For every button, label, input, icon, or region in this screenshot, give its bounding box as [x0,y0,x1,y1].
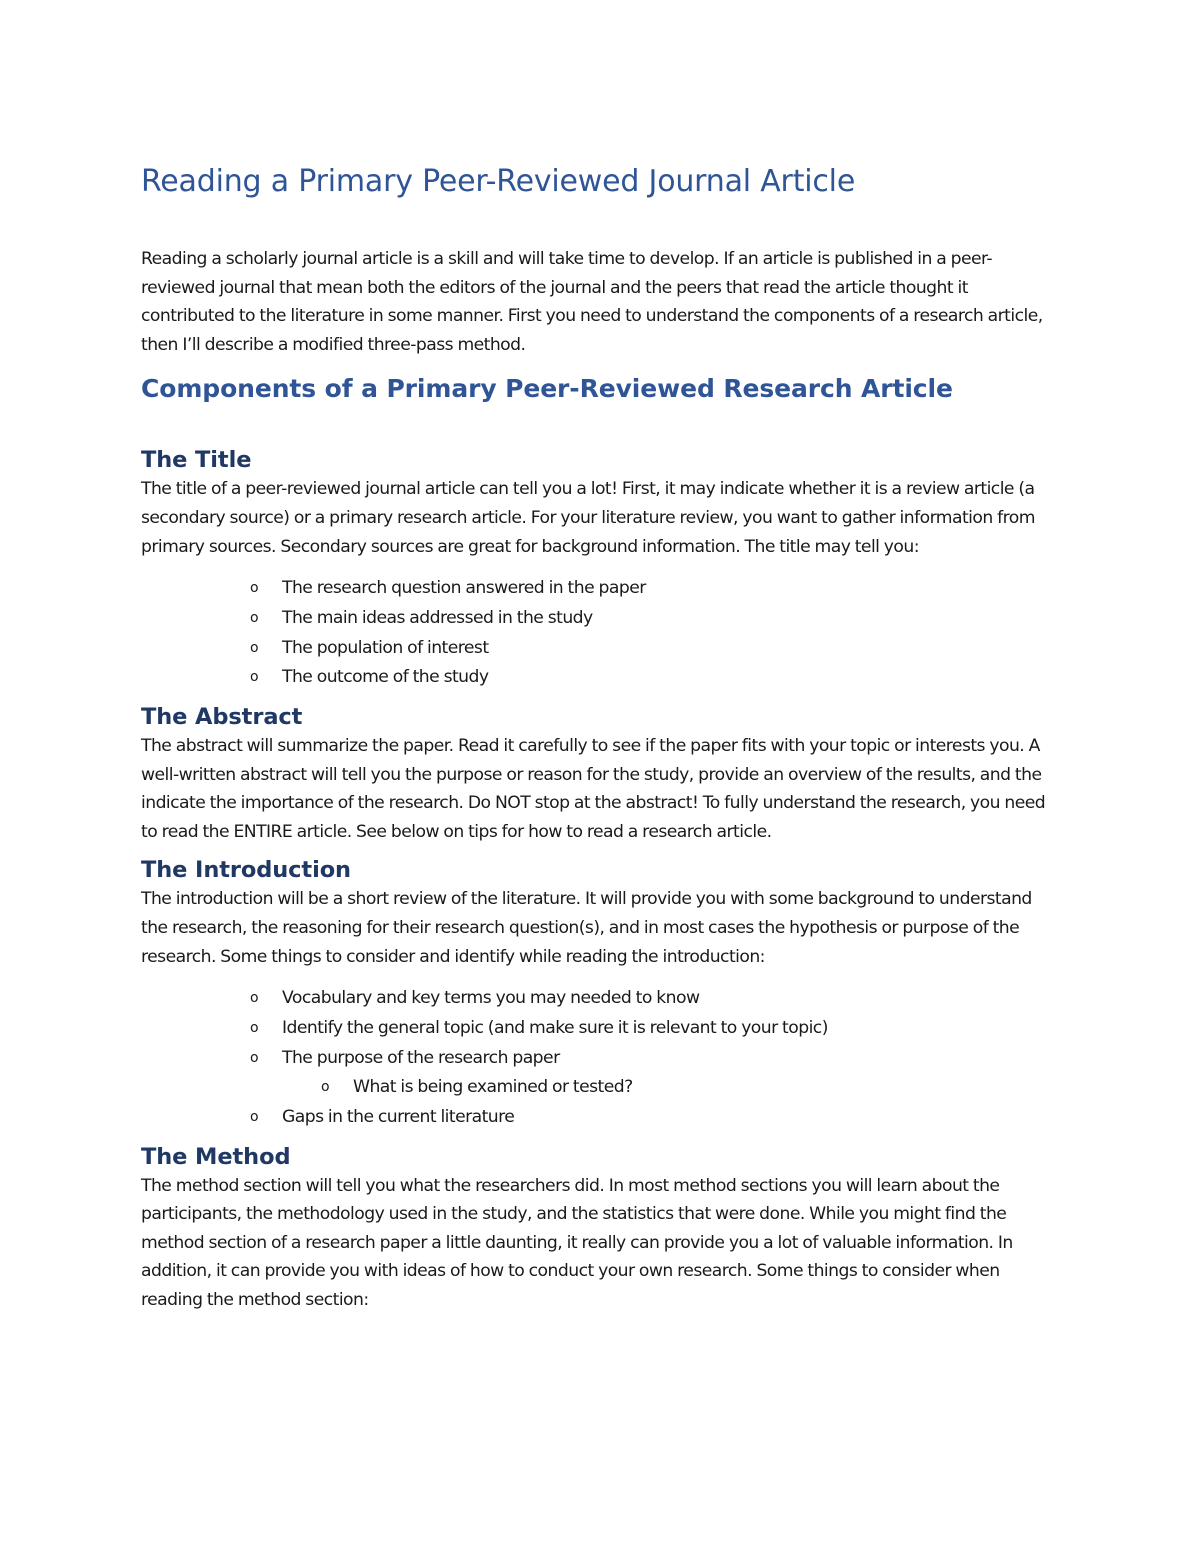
list-item: o The purpose of the research paper [141,1044,1061,1074]
bullet-icon: o [250,1019,259,1036]
document-page [141,163,1061,1315]
introduction-list [141,984,1061,1133]
title-section-paragraph: The title of a peer-reviewed journal article can tell you a lot! First, it may indicate whether it is a review article (a secondary source) or a primary research article. For your literature review, you want to gather information from primary sources. Secondary sources are great for background information. The title may tell you: [141,479,1035,557]
abstract-paragraph: The abstract will summarize the paper. Read it carefully to see if the paper fits with your topic or interests you. A well-written abstract will tell you the purpose or reason for the study, provide an overview of the results, and the indicate the importance of the research. Do NOT stop at the abstract! To fully understand the research, you need to read the ENTIRE article. See below on tips for how to read a research article. [141,735,1046,842]
bullet-icon: o [250,990,259,1007]
method-paragraph: The method section will tell you what the researchers did. In most method sections you will learn about the participants, the methodology used in the study, and the statistics that were done. While you might find the method section of a research paper a little daunting, it really can provide you a lot of valuable information. In addition, it can provide you with ideas of how to conduct your own research. Some things to consider when reading the method section: [141,1175,1013,1311]
bullet-icon: o [250,609,259,626]
title-section-heading: The Title [141,447,252,474]
list-item-nested: o What is being examined or tested? [141,1073,1061,1103]
list-item: o The research question answered in the paper [141,574,1061,604]
bullet-icon: o [250,669,259,686]
bullet-icon: o [250,1049,259,1066]
bullet-icon: o [250,580,259,597]
list-item: o Vocabulary and key terms you may needed to know [141,984,1061,1014]
method-heading: The Method [141,1143,291,1170]
list-item: o The main ideas addressed in the study [141,604,1061,634]
abstract-heading: The Abstract [141,703,303,730]
components-heading: Components of a Primary Peer-Reviewed Research Article [141,374,953,404]
introduction-heading: The Introduction [141,857,351,884]
document-title: Reading a Primary Peer-Reviewed Journal Article [141,164,856,199]
bullet-icon: o [250,639,259,656]
bullet-icon: o [321,1079,330,1096]
intro-paragraph: Reading a scholarly journal article is a skill and will take time to develop. If an article is published in a peer-reviewed journal that mean both the editors of the journal and the peers that read the article thought it contributed to the literature in some manner. First you need to understand the components of a research article, then I’ll describe a modified three-pass method. [141,249,1043,355]
list-item: o Gaps in the current literature [141,1103,1061,1133]
list-item: o The outcome of the study [141,663,1061,693]
title-section-list [141,574,1061,693]
list-item: o Identify the general topic (and make sure it is relevant to your topic) [141,1014,1061,1044]
list-item: o The population of interest [141,634,1061,664]
introduction-paragraph: The introduction will be a short review of the literature. It will provide you with some background to understand the research, the reasoning for their research question(s), and in most cases the hypothesis or purpose of the research. Some things to consider and identify while reading the introduction: [141,889,1032,967]
bullet-icon: o [250,1108,259,1125]
